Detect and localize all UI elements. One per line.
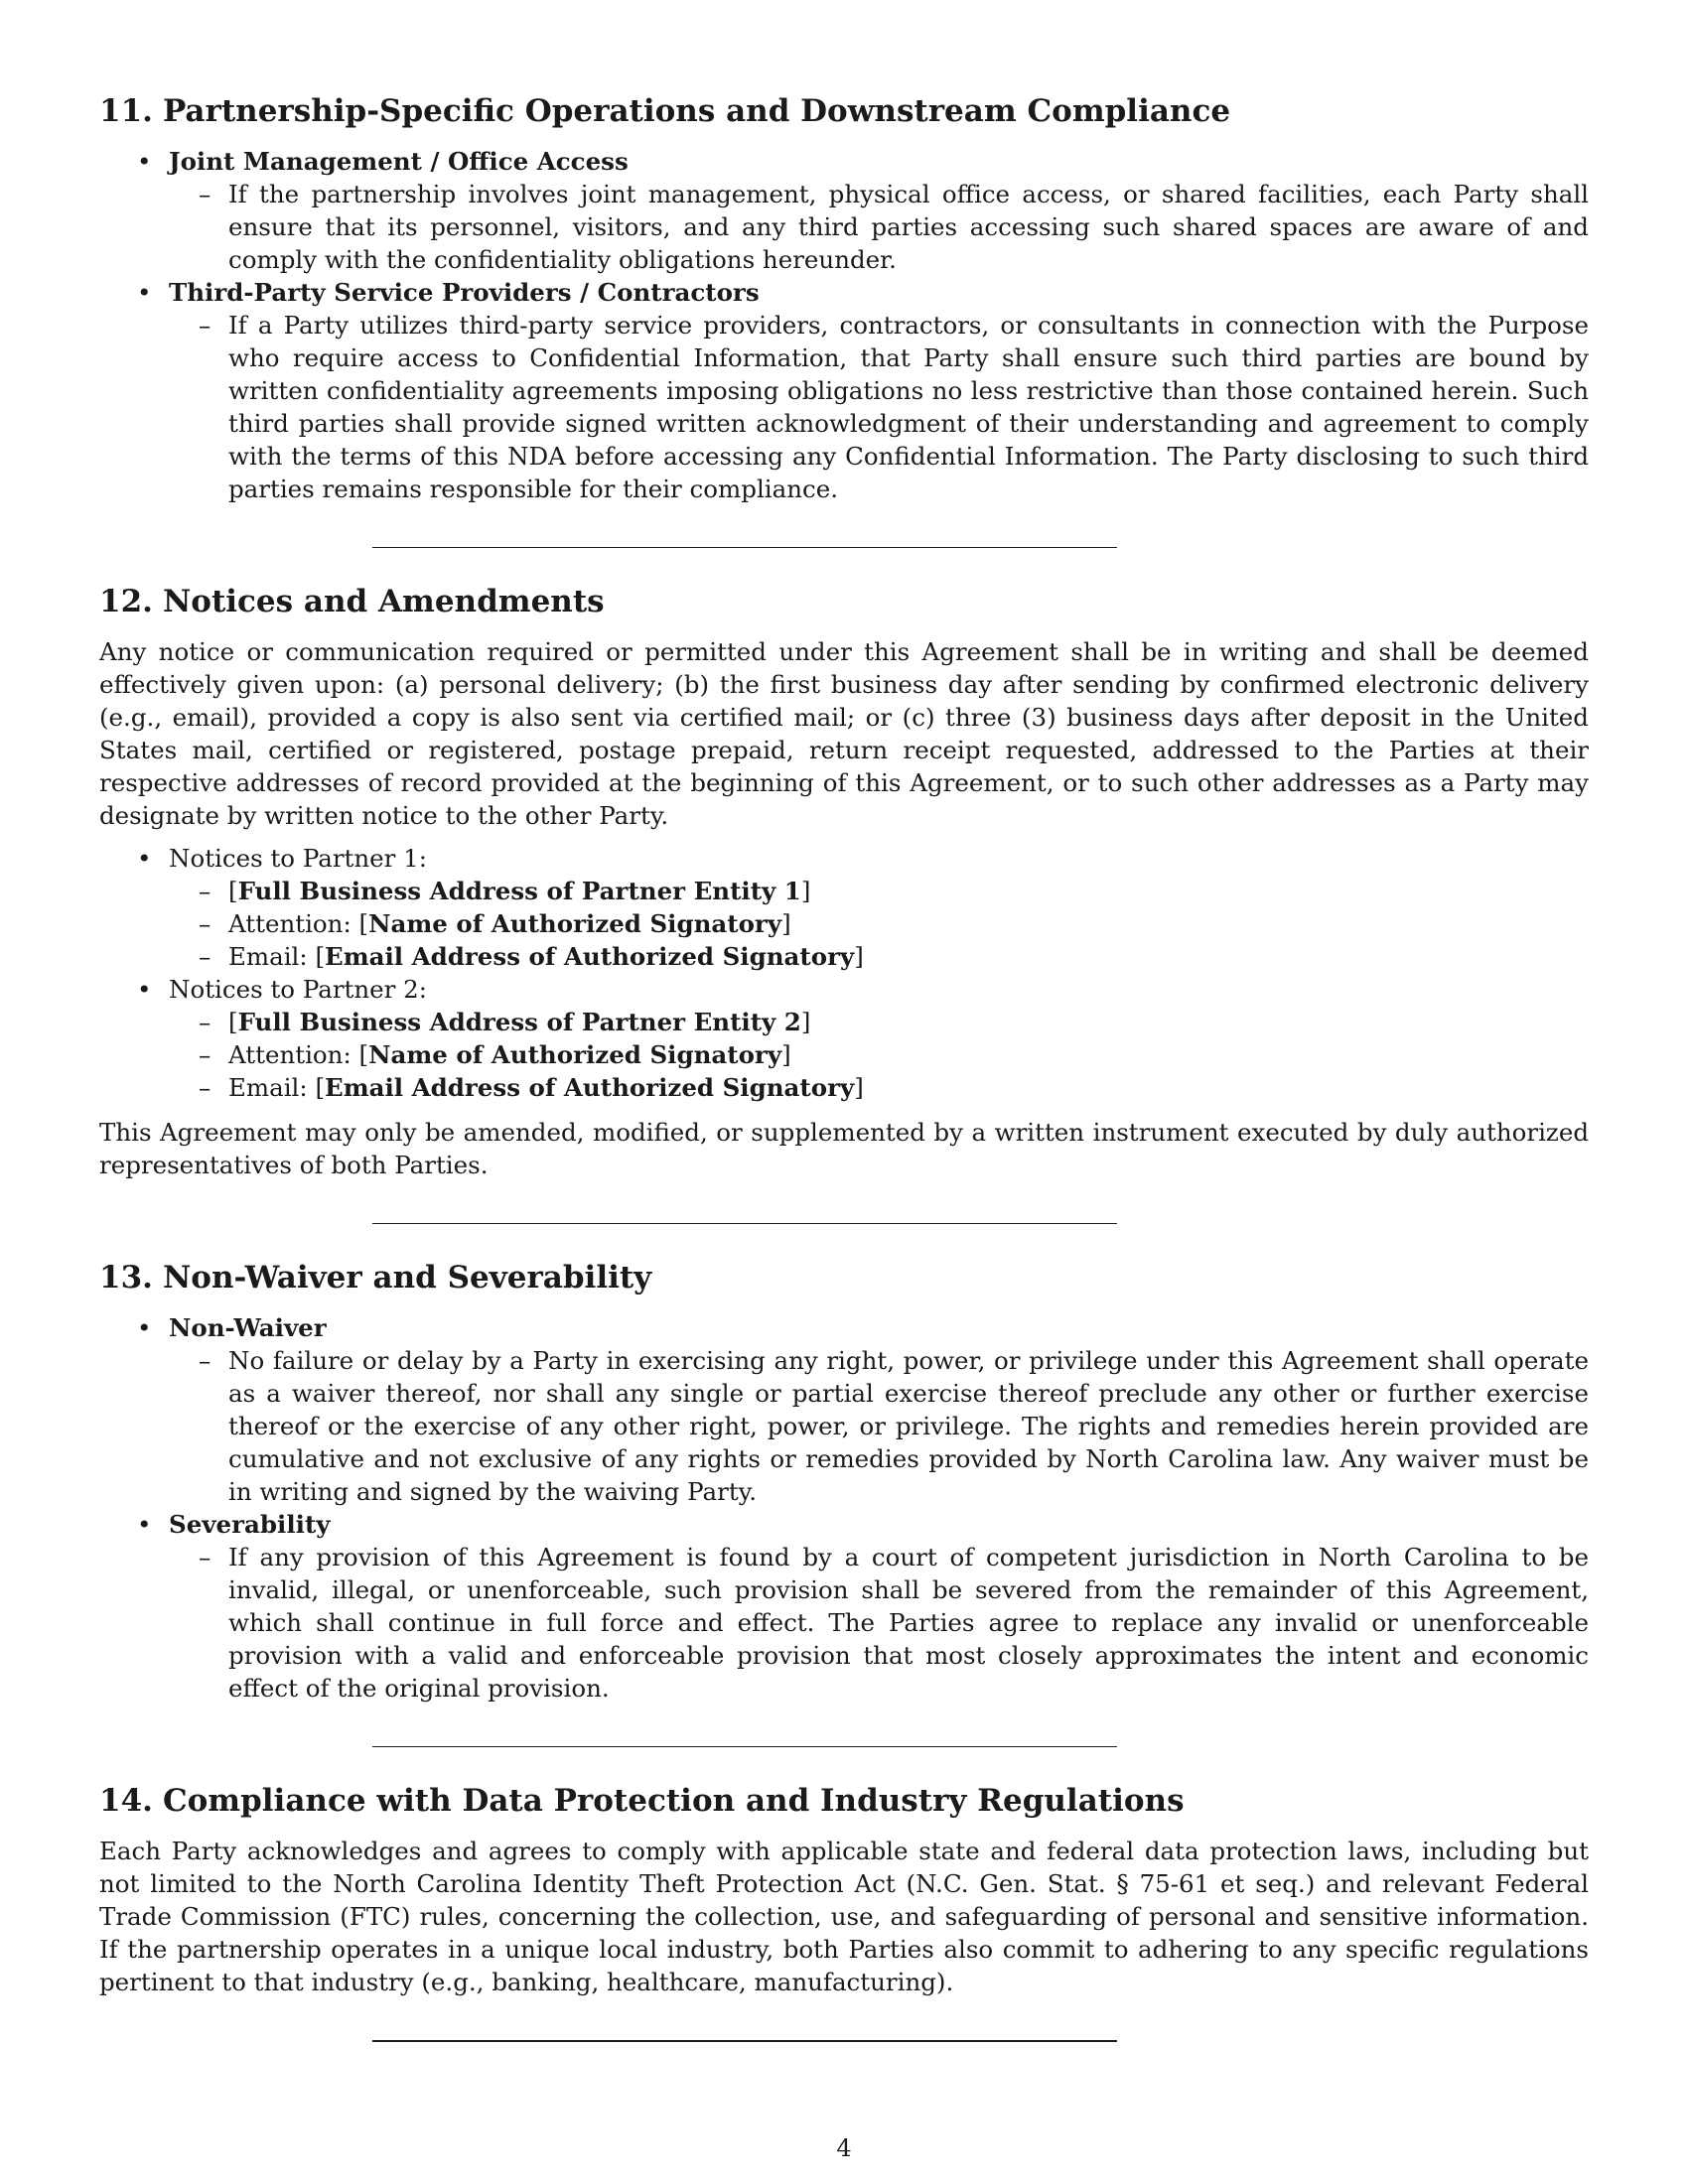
notice-email: – Email: [Email Address of Authorized Signatory] bbox=[169, 940, 1589, 973]
sub-list bbox=[169, 309, 1589, 505]
section-number: 13. bbox=[99, 1260, 153, 1296]
item-heading: Severability bbox=[169, 1510, 331, 1539]
email-placeholder: Email Address of Authorized Signatory bbox=[325, 1073, 855, 1102]
notice-address: – [Full Business Address of Partner Entity 2] bbox=[169, 1006, 1589, 1038]
section-11 bbox=[99, 91, 1589, 548]
sub-list bbox=[169, 1006, 1589, 1104]
notice-address: – [Full Business Address of Partner Entity 1] bbox=[169, 875, 1589, 907]
sub-list-item: – If a Party utilizes third-party service providers, contractors, or consultants in connection with the Purpose who require access to Confidential Information, that Party shall ensure such third parties are bound by written confidentiality agreements imposing obligations no less restrictive than those contained herein. Such third parties shall provide signed written acknowledgment of their understanding and agreement to comply with the terms of this NDA before accessing any Confidential Information. The Party disclosing to such third parties remains responsible for their compliance. bbox=[169, 309, 1589, 505]
section-number: 12. bbox=[99, 584, 153, 619]
section-14-heading bbox=[99, 1781, 1589, 1821]
address-placeholder: Full Business Address of Partner Entity 2 bbox=[237, 1008, 801, 1036]
section-12-heading bbox=[99, 582, 1589, 621]
list-item-joint-management bbox=[99, 145, 1589, 276]
amendments-paragraph: This Agreement may only be amended, modified, or supplemented by a written instrument executed by duly authorized representatives of both Parties. bbox=[99, 1118, 1589, 1179]
sub-list bbox=[169, 1344, 1589, 1508]
sub-list bbox=[169, 875, 1589, 973]
notices-paragraph: Any notice or communication required or permitted under this Agreement shall be in writing and shall be deemed effectively given upon: (a) personal delivery; (b) the first business day after sending by confirmed electronic delivery (e.g., email), provided a copy is also sent via certified mail; or (c) three (3) business days after deposit in the United States mail, certified or registered, postage prepaid, return receipt requested, addressed to the Parties at their respective addresses of record provided at the beginning of this Agreement, or to such other addresses as a Party may designate by written notice to the other Party. bbox=[99, 637, 1589, 830]
notice-partner-2 bbox=[99, 973, 1589, 1104]
list-item-severability bbox=[99, 1508, 1589, 1705]
notice-attention: – Attention: [Name of Authorized Signatory] bbox=[169, 1038, 1589, 1071]
attention-label: Attention: bbox=[228, 909, 352, 938]
section-divider bbox=[372, 1746, 1117, 1747]
section-13-list bbox=[99, 1311, 1589, 1705]
section-11-list bbox=[99, 145, 1589, 505]
attention-placeholder: Name of Authorized Signatory bbox=[368, 1040, 782, 1069]
notice-email: – Email: [Email Address of Authorized Signatory] bbox=[169, 1071, 1589, 1104]
section-14 bbox=[99, 1781, 1589, 2042]
notice-label: Notices to Partner 2: bbox=[169, 975, 428, 1004]
notices-list bbox=[99, 842, 1589, 1104]
page-number: 4 bbox=[836, 2134, 852, 2162]
attention-label: Attention: bbox=[228, 1040, 352, 1069]
section-divider bbox=[372, 2040, 1117, 2042]
notice-partner-1 bbox=[99, 842, 1589, 973]
document-page bbox=[99, 91, 1589, 2042]
sub-list-item: – No failure or delay by a Party in exercising any right, power, or privilege under this Agreement shall operate as a waiver thereof, nor shall any single or partial exercise thereof preclude any other or further exercise thereof or the exercise of any other right, power, or privilege. The rights and remedies herein provided are cumulative and not exclusive of any rights or remedies provided by North Carolina law. Any waiver must be in writing and signed by the waiving Party. bbox=[169, 1344, 1589, 1508]
address-placeholder: Full Business Address of Partner Entity 1 bbox=[237, 877, 801, 905]
section-title: Partnership-Specific Operations and Downstream Compliance bbox=[162, 93, 1231, 129]
sub-list-item: – If the partnership involves joint management, physical office access, or shared facilities, each Party shall ensure that its personnel, visitors, and any third parties accessing such shared spaces are aware of and comply with the confidentiality obligations hereunder. bbox=[169, 178, 1589, 276]
data-protection-paragraph: Each Party acknowledges and agrees to comply with applicable state and federal data protection laws, including but not limited to the North Carolina Identity Theft Protection Act (N.C. Gen. Stat. § 75-61 et seq.) and relevant Federal Trade Commission (FTC) rules, concerning the collection, use, and safeguarding of personal and sensitive information. If the partnership operates in a unique local industry, both Parties also commit to adhering to any specific regulations pertinent to that industry (e.g., banking, healthcare, manufacturing). bbox=[99, 1837, 1589, 1996]
sub-list bbox=[169, 178, 1589, 276]
section-title: Compliance with Data Protection and Industry Regulations bbox=[162, 1783, 1185, 1819]
section-13 bbox=[99, 1258, 1589, 1747]
section-divider bbox=[372, 1223, 1117, 1224]
list-item-non-waiver bbox=[99, 1311, 1589, 1508]
item-heading: Non-Waiver bbox=[169, 1313, 327, 1342]
section-divider bbox=[372, 547, 1117, 548]
email-label: Email: bbox=[228, 1073, 308, 1102]
sub-list bbox=[169, 1541, 1589, 1705]
section-13-heading bbox=[99, 1258, 1589, 1297]
notice-attention: – Attention: [Name of Authorized Signatory] bbox=[169, 907, 1589, 940]
section-number: 14. bbox=[99, 1783, 153, 1819]
section-title: Notices and Amendments bbox=[162, 584, 605, 619]
item-heading: Third-Party Service Providers / Contractors bbox=[169, 278, 760, 307]
sub-list-item: – If any provision of this Agreement is found by a court of competent jurisdiction in North Carolina to be invalid, illegal, or unenforceable, such provision shall be severed from the remainder of this Agreement, which shall continue in full force and effect. The Parties agree to replace any invalid or unenforceable provision with a valid and enforceable provision that most closely approximates the intent and economic effect of the original provision. bbox=[169, 1541, 1589, 1705]
list-item-third-party bbox=[99, 276, 1589, 505]
section-number: 11. bbox=[99, 93, 153, 129]
email-placeholder: Email Address of Authorized Signatory bbox=[325, 942, 855, 971]
attention-placeholder: Name of Authorized Signatory bbox=[368, 909, 782, 938]
section-12 bbox=[99, 582, 1589, 1224]
section-11-heading bbox=[99, 91, 1589, 131]
item-heading: Joint Management / Office Access bbox=[169, 147, 629, 176]
notice-label: Notices to Partner 1: bbox=[169, 844, 428, 873]
email-label: Email: bbox=[228, 942, 308, 971]
section-title: Non-Waiver and Severability bbox=[162, 1260, 652, 1296]
